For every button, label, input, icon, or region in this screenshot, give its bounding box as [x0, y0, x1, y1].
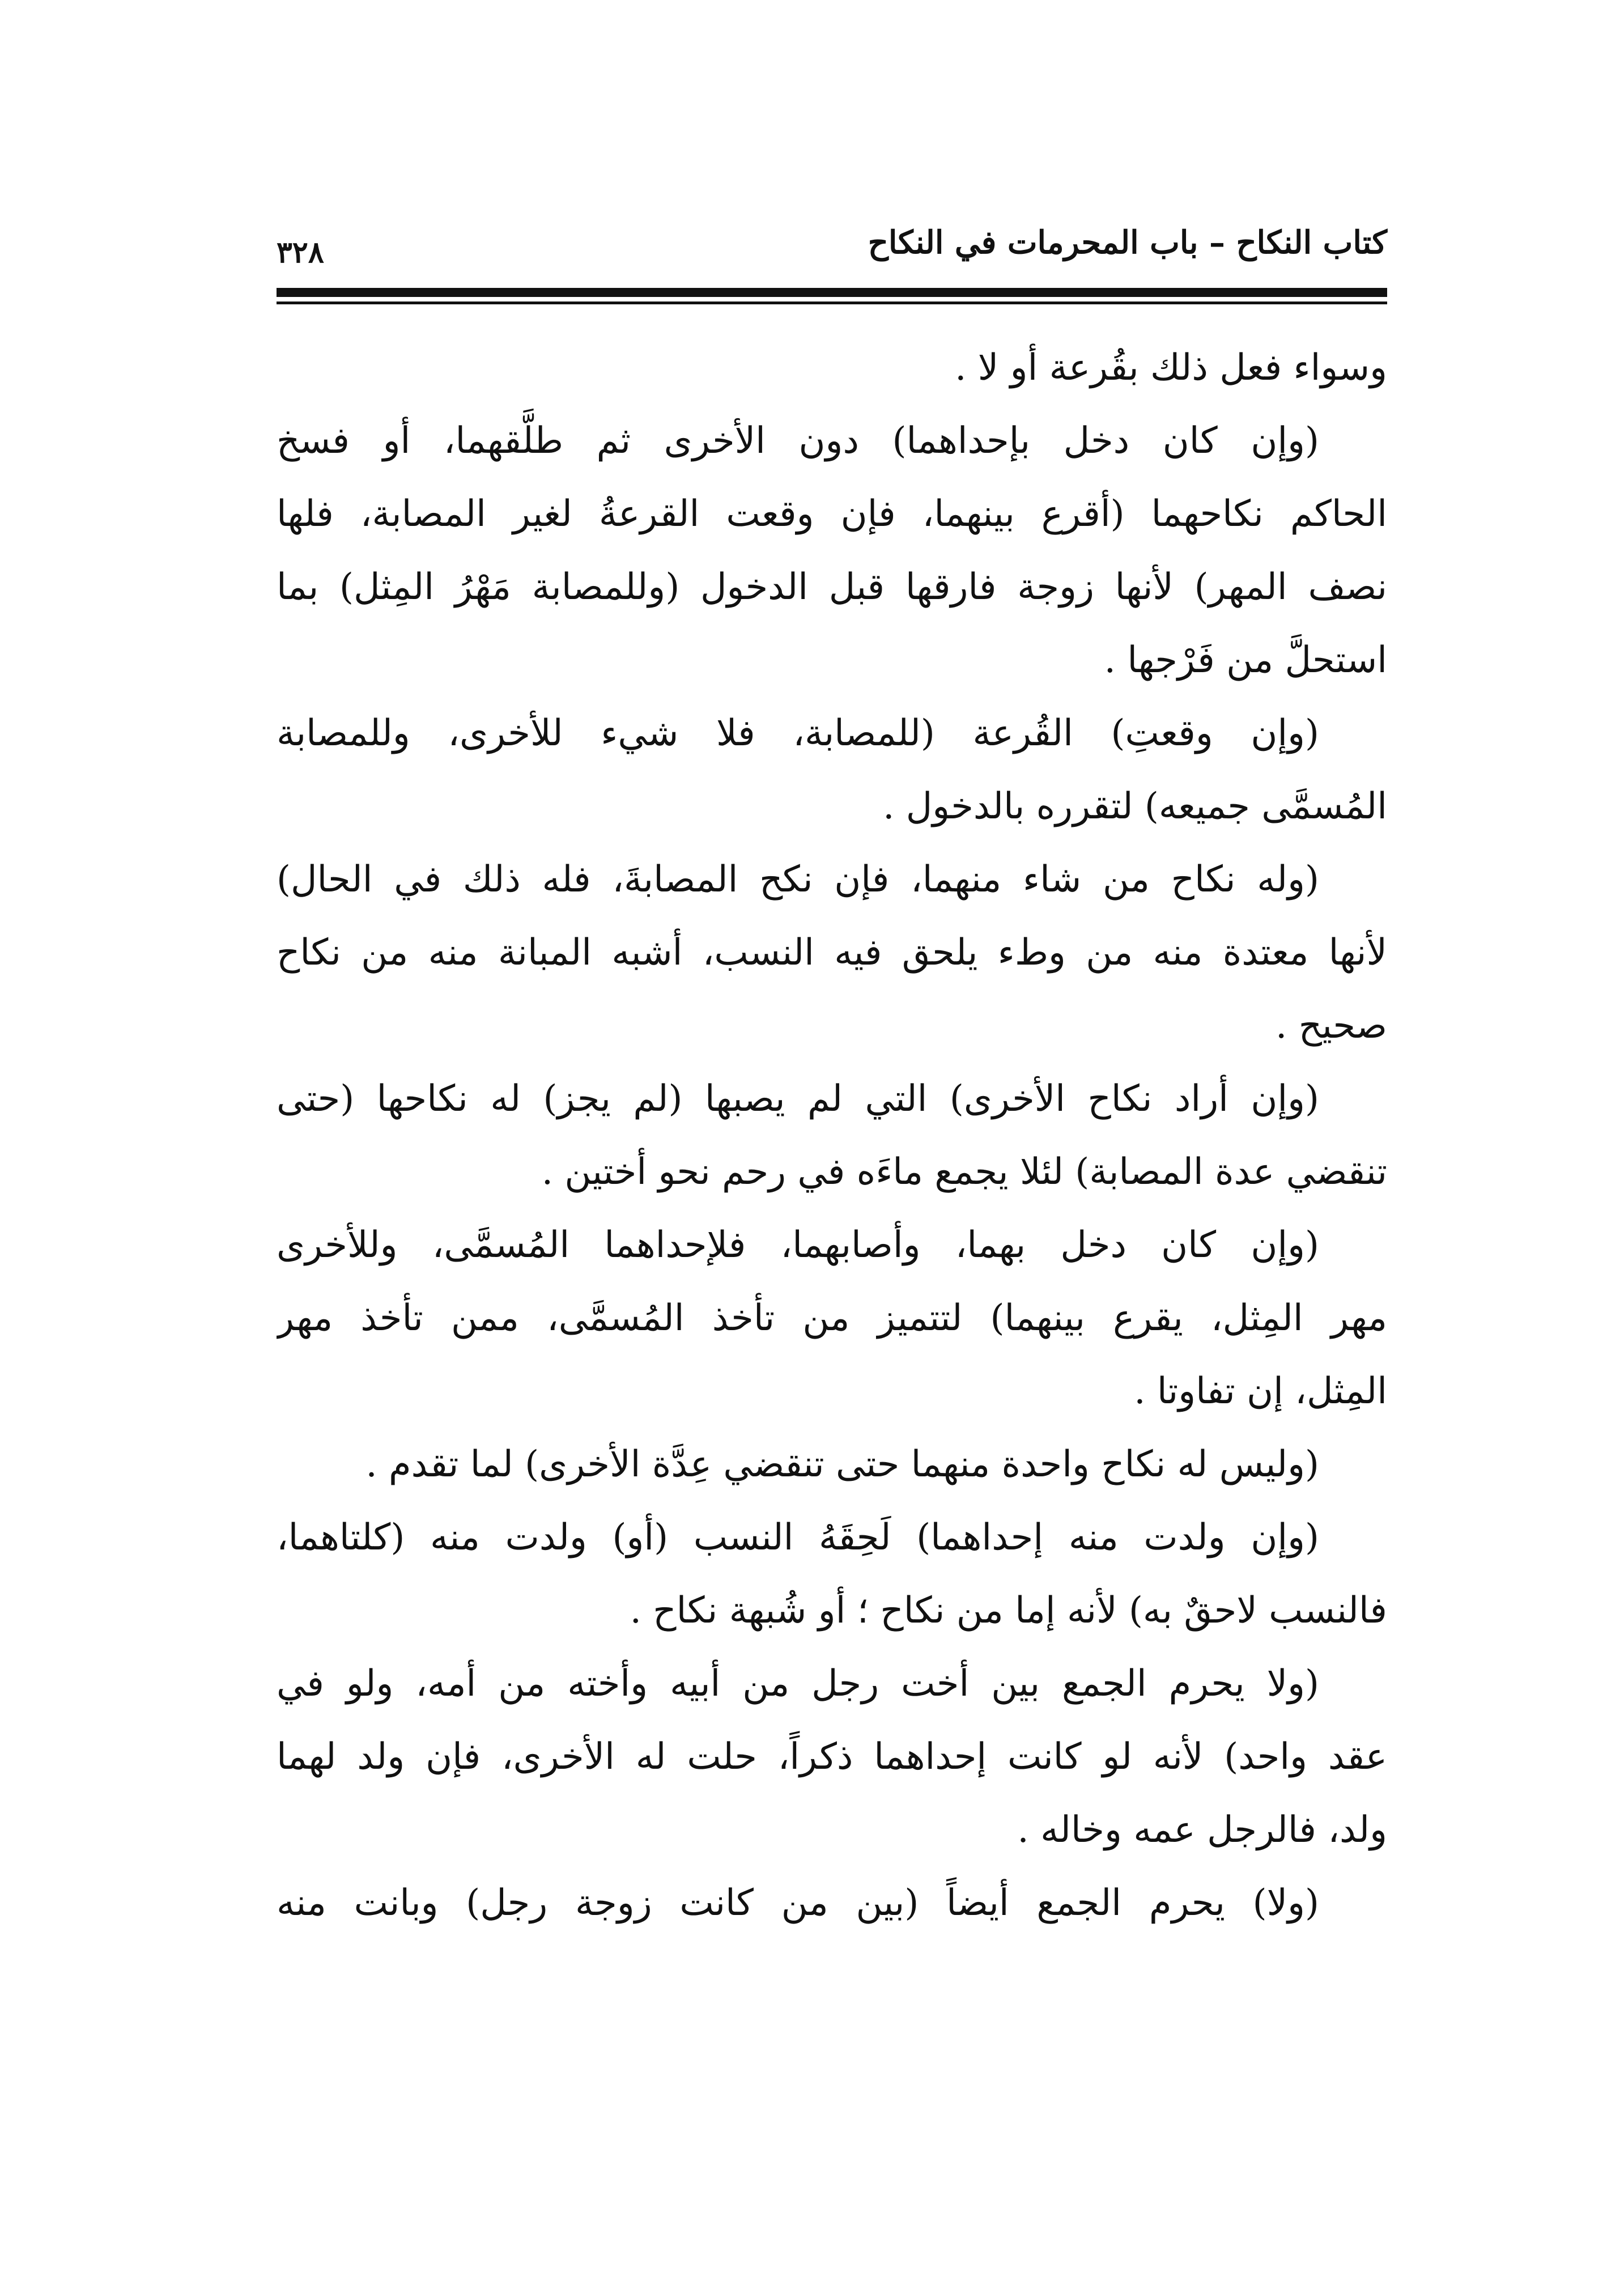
- text-line: (وله نكاح من شاء منهما، فإن نكح المصابةَ، فله ذلك في الحال): [277, 859, 1319, 901]
- text-line: (ولا يحرم الجمع بين أخت رجل من أبيه وأخته من أمه، ولو في: [277, 1663, 1320, 1705]
- text-line: تنقضي عدة المصابة) لئلا يجمع ماءَه في رحم نحو أختين .: [541, 1151, 1387, 1193]
- text-line: (وإن ولدت منه إحداهما) لَحِقَهُ النسب (أو) ولدت منه (كلتاهما،: [277, 1517, 1319, 1559]
- text-line: (ولا) يحرم الجمع أيضاً (بين من كانت زوجة رجل) وبانت منه: [277, 1882, 1319, 1924]
- text-line: لأنها معتدة منه من وطء يلحق فيه النسب، أشبه المبانة منه من نكاح: [277, 932, 1387, 974]
- text-line: فالنسب لاحقٌ به) لأنه إما من نكاح ؛ أو شُبهة نكاح .: [630, 1590, 1387, 1632]
- text-line: عقد واحد) لأنه لو كانت إحداهما ذكراً، حلت له الأخرى، فإن ولد لهما: [277, 1736, 1387, 1778]
- text-line: وسواء فعل ذلك بقُرعة أو لا .: [955, 347, 1387, 389]
- text-line: المُسمَّى جميعه) لتقرره بالدخول .: [883, 785, 1387, 827]
- header-rule-thick: [277, 288, 1387, 297]
- text-line: (وإن أراد نكاح الأخرى) التي لم يصبها (لم يجز) له نكاحها (حتى: [277, 1078, 1319, 1120]
- header-rule-thin: [277, 302, 1387, 304]
- text-line: (وإن كان دخل بهما، وأصابهما، فلإحداهما المُسمَّى، وللأخرى: [277, 1224, 1320, 1266]
- text-line: نصف المهر) لأنها زوجة فارقها قبل الدخول (وللمصابة مَهْرُ المِثل) بما: [277, 566, 1387, 608]
- text-line: مهر المِثل، يقرع بينهما) لتتميز من تأخذ المُسمَّى، ممن تأخذ مهر: [277, 1297, 1387, 1339]
- text-line: صحيح .: [1276, 1005, 1387, 1047]
- page-number: ٣٢٨: [277, 235, 324, 270]
- text-line: ولد، فالرجل عمه وخاله .: [1017, 1809, 1387, 1851]
- text-line: استحلَّ من فَرْجها .: [1104, 639, 1387, 681]
- text-line: (وليس له نكاح واحدة منهما حتى تنقضي عِدَّة الأخرى) لما تقدم .: [365, 1443, 1319, 1485]
- text-line: المِثل، إن تفاوتا .: [1134, 1370, 1387, 1412]
- text-line: الحاكم نكاحهما (أقرع بينهما، فإن وقعت القرعةُ لغير المصابة، فلها: [277, 493, 1387, 535]
- text-line: (وإن وقعتِ) القُرعة (للمصابة، فلا شيء للأخرى، وللمصابة: [277, 712, 1319, 754]
- text-line: (وإن كان دخل بإحداهما) دون الأخرى ثم طلَّقهما، أو فسخ: [277, 420, 1320, 462]
- body-text: [277, 332, 1387, 1940]
- header-title: كتاب النكاح – باب المحرمات في النكاح: [868, 224, 1387, 261]
- running-header: [277, 224, 1387, 269]
